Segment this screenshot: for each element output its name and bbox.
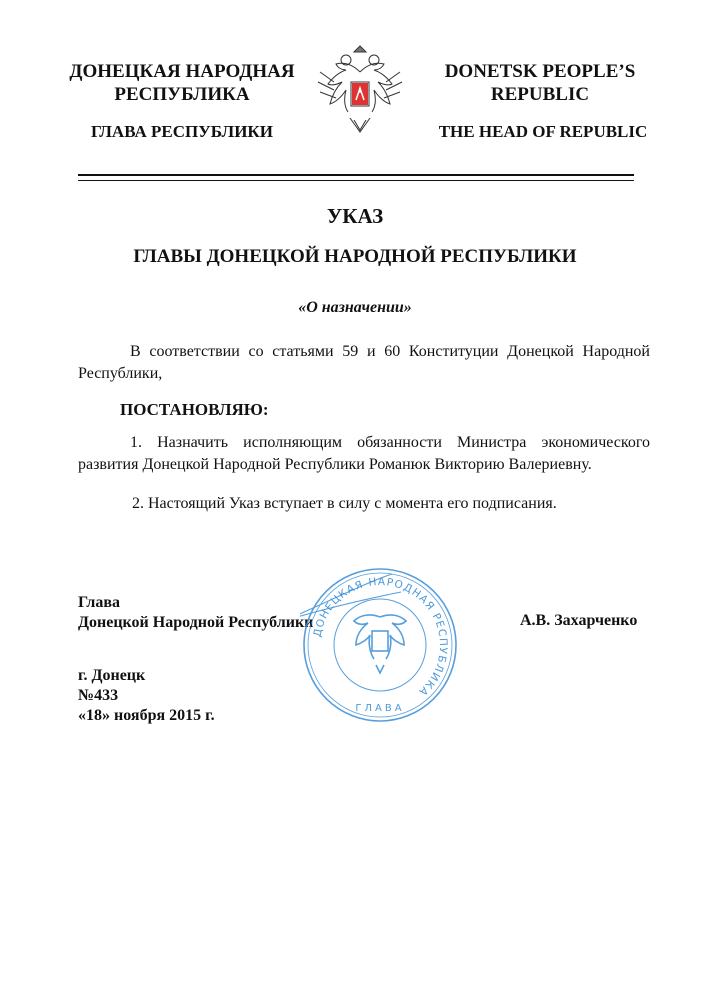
stamp-ring-text: ДОНЕЦКАЯ НАРОДНАЯ РЕСПУБЛИКА	[311, 575, 450, 699]
svg-text:ДОНЕЦКАЯ НАРОДНАЯ РЕСПУБЛИКА	[311, 576, 449, 698]
signatory-name: А.В. Захарченко	[520, 612, 638, 629]
stamp-bottom-text: ГЛАВА	[355, 703, 405, 714]
item1-line1: 1. Назначить исполняющим обязанности Министра экономического	[130, 434, 650, 451]
header-right-line1: DONETSK PEOPLE’S	[444, 61, 636, 82]
footer-date: «18» ноября 2015 г.	[78, 707, 215, 724]
document-topic: «О назначении»	[298, 299, 412, 316]
signatory-position	[78, 593, 313, 633]
double-headed-eagle-emblem-icon	[314, 42, 406, 138]
header-left-title	[52, 60, 312, 106]
footer-city: г. Донецк	[78, 667, 146, 684]
document-subtitle: ГЛАВЫ ДОНЕЦКОЙ НАРОДНОЙ РЕСПУБЛИКИ	[133, 246, 577, 267]
header-right-title	[415, 60, 665, 106]
item2-paragraph: 2. Настоящий Указ вступает в силу с момента его подписания.	[132, 495, 557, 512]
footer-number: №433	[78, 687, 119, 704]
header-left-line1: ДОНЕЦКАЯ НАРОДНАЯ	[69, 61, 295, 82]
signatory-position-line2: Донецкой Народной Республики	[78, 614, 314, 631]
document-title: УКАЗ	[326, 204, 384, 228]
decree-word: ПОСТАНОВЛЯЮ:	[120, 400, 269, 419]
header-left-subtitle: ГЛАВА РЕСПУБЛИКИ	[91, 122, 273, 141]
header-right-subtitle: THE HEAD OF REPUBLIC	[438, 122, 648, 141]
header-right-line2: REPUBLIC	[490, 84, 590, 105]
document-footer	[78, 666, 215, 726]
preamble-line1: В соответствии со статьями 59 и 60 Конституции Донецкой Народной	[130, 343, 650, 360]
item1-paragraph	[78, 432, 650, 476]
header-rule-thin	[78, 180, 634, 181]
header-left-line2: РЕСПУБЛИКА	[114, 84, 250, 105]
header-rule-thick	[78, 174, 634, 176]
signatory-position-line1: Глава	[78, 594, 120, 611]
preamble-line2: Республики,	[78, 365, 163, 382]
official-stamp	[300, 565, 460, 725]
preamble-paragraph	[78, 341, 650, 385]
item1-line2: развития Донецкой Народной Республики Романюк Викторию Валериевну.	[78, 456, 592, 473]
